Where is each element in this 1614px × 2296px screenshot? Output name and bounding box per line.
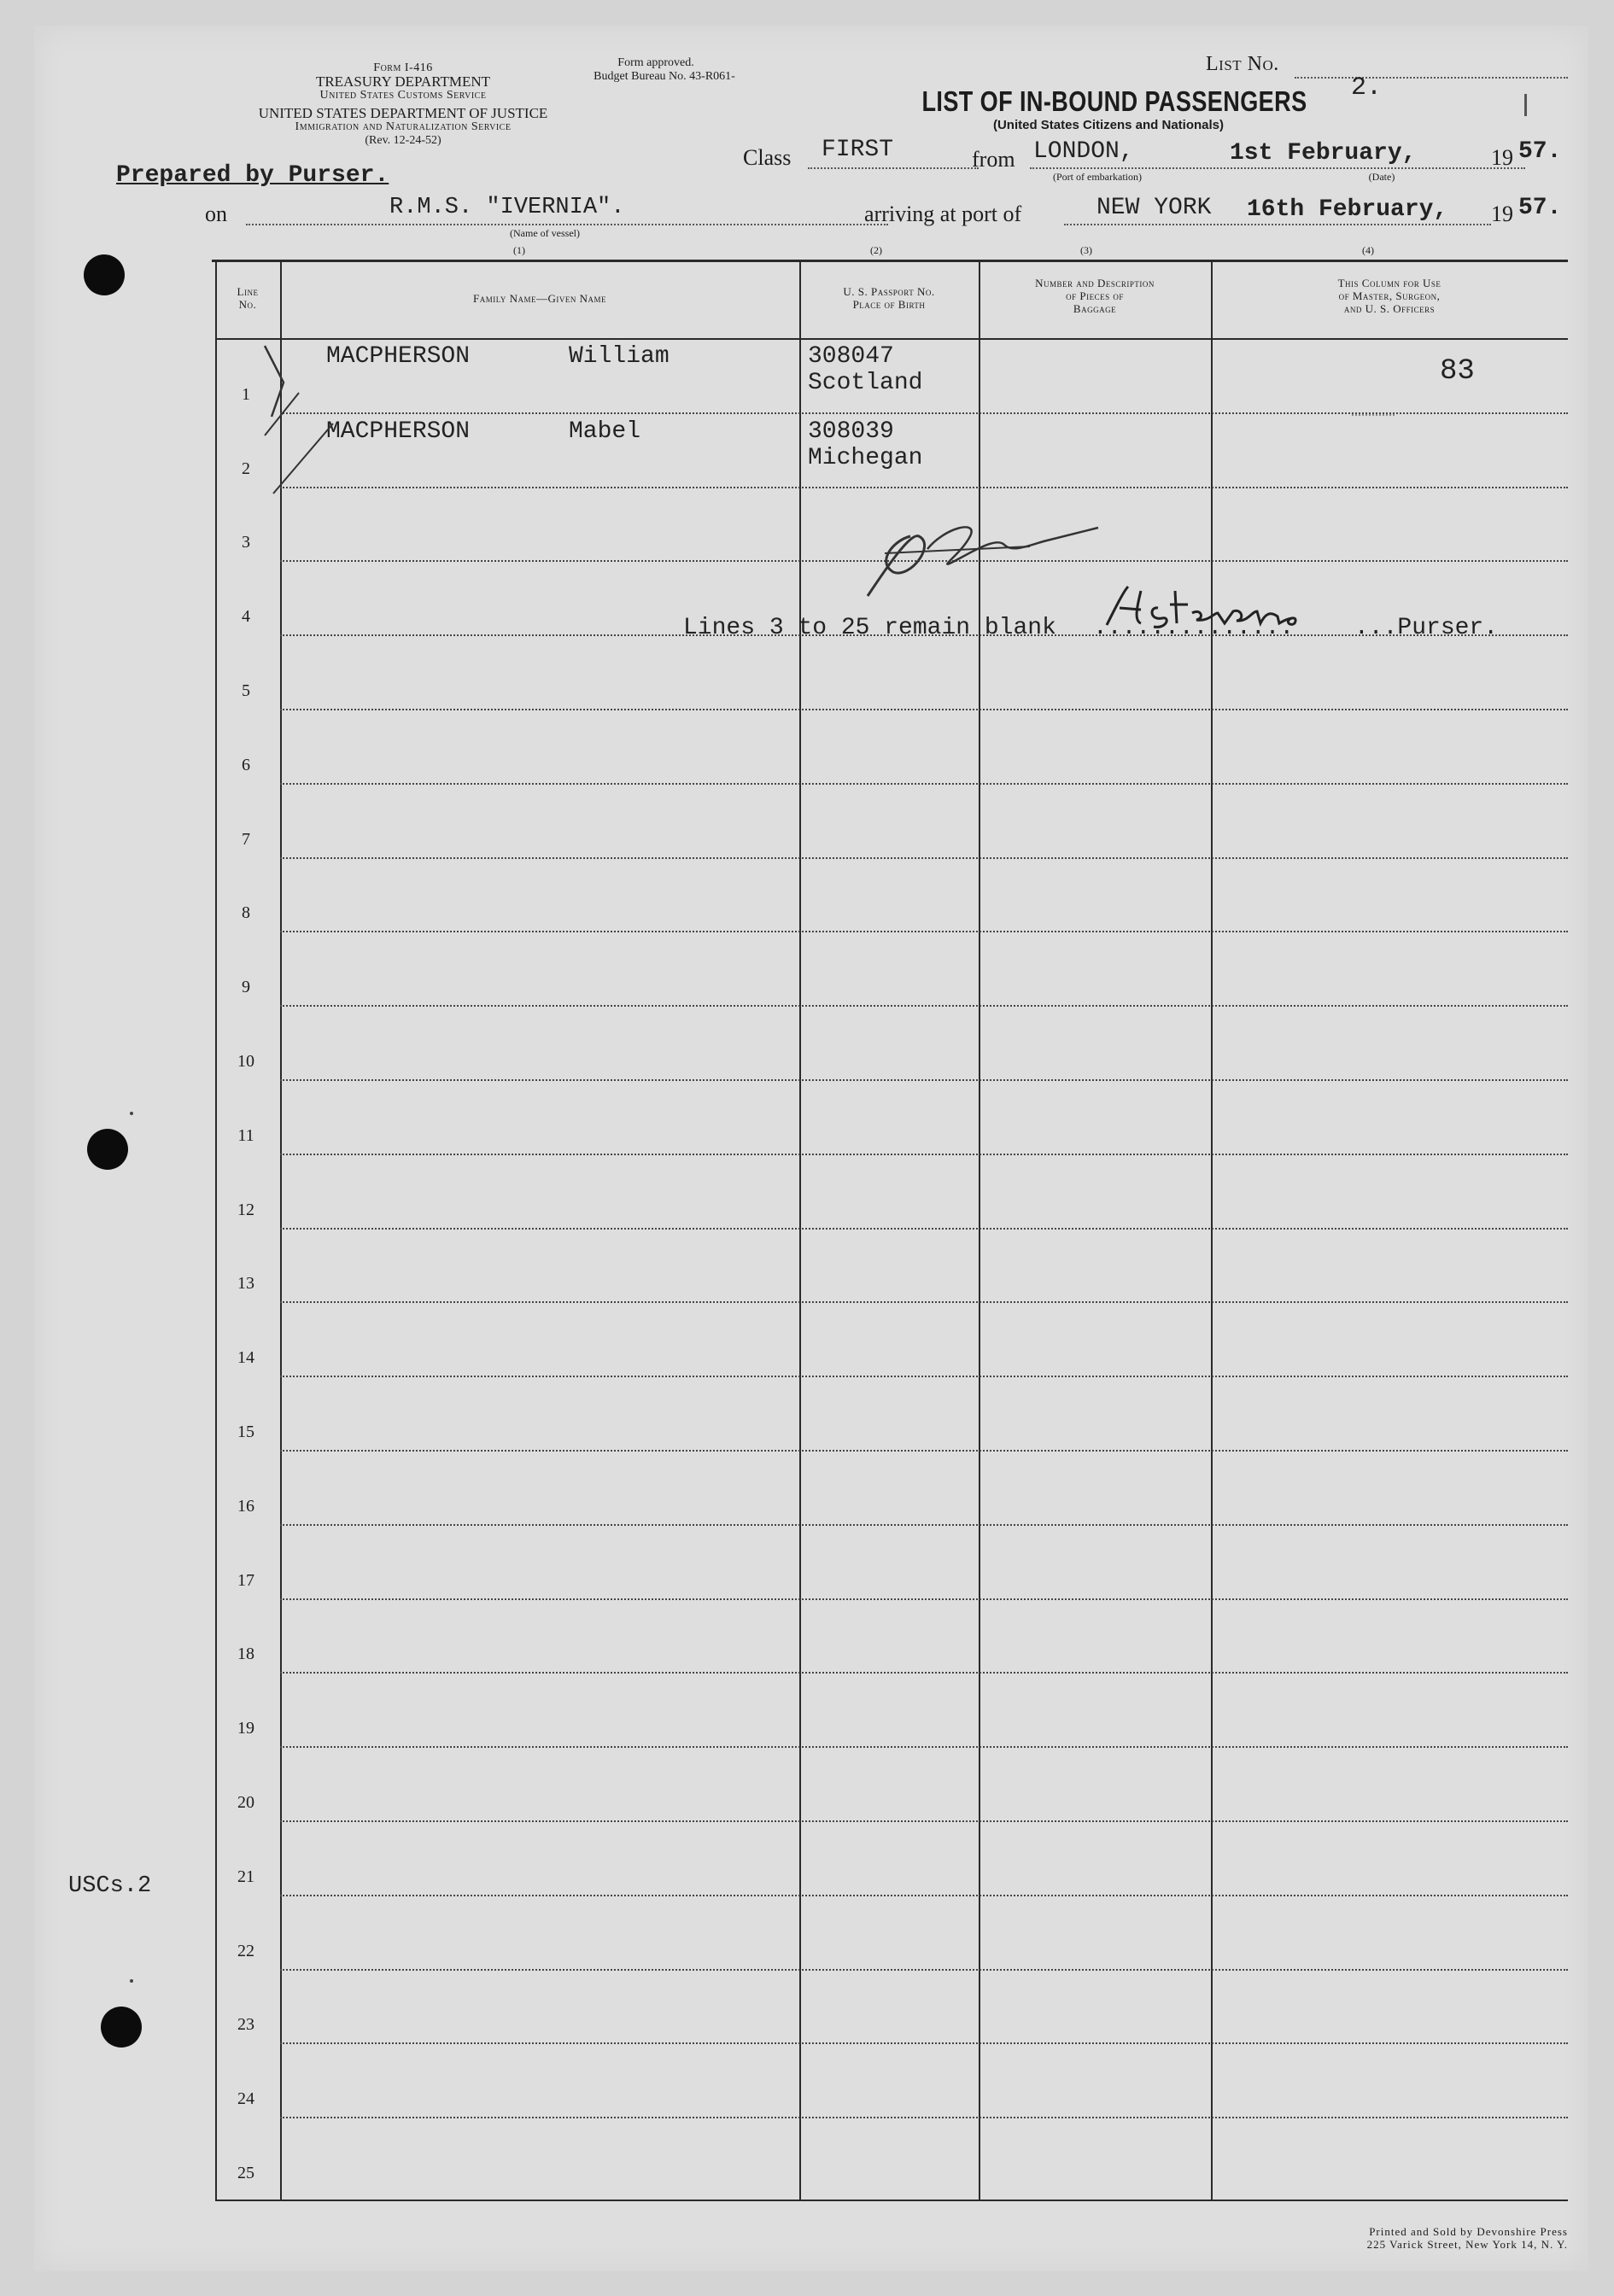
table-bottom-border xyxy=(215,2200,1568,2201)
row-divider xyxy=(280,1895,1568,1896)
prepared-by: Prepared by Purser. xyxy=(116,162,389,189)
speck xyxy=(130,1112,133,1115)
blank-dots: .............. xyxy=(1093,615,1295,641)
row-divider xyxy=(280,931,1568,932)
header-officers-2: of Master, Surgeon, xyxy=(1338,289,1441,302)
row-divider xyxy=(280,1598,1568,1600)
blank-lines-note: Lines 3 to 25 remain blank xyxy=(683,615,1056,641)
header-line-no xyxy=(215,285,280,311)
column-caption-4: (4) xyxy=(1362,244,1374,256)
row-divider xyxy=(280,1746,1568,1748)
line-number: 11 xyxy=(237,1126,254,1145)
arrival-day: 16th xyxy=(1247,196,1305,223)
budget-bureau: Budget Bureau No. 43-R061- xyxy=(594,70,735,83)
mark xyxy=(1524,94,1527,116)
row-divider xyxy=(280,1376,1568,1377)
year-prefix: 19 xyxy=(1491,145,1513,170)
margin-note: USCs.2 xyxy=(68,1873,152,1899)
punch-hole xyxy=(87,1129,128,1170)
row1-given-name: William xyxy=(569,343,670,370)
arrival-year-prefix: 19 xyxy=(1491,202,1513,226)
row-divider xyxy=(280,1672,1568,1674)
row-divider xyxy=(280,1524,1568,1526)
line-number: 23 xyxy=(237,2015,254,2034)
row-divider xyxy=(280,1228,1568,1230)
line-number: 1 xyxy=(242,385,250,404)
line-number: 10 xyxy=(237,1052,254,1071)
vessel-line xyxy=(246,224,888,225)
row-divider xyxy=(280,783,1568,785)
list-no-value: 2. xyxy=(1351,73,1383,102)
header-baggage-3: Baggage xyxy=(1073,302,1117,315)
row-divider xyxy=(280,1005,1568,1007)
header-officers xyxy=(1211,277,1568,315)
column-caption-1: (1) xyxy=(513,244,525,256)
column-caption-3: (3) xyxy=(1080,244,1092,256)
row-divider xyxy=(280,2117,1568,2118)
on-label: on xyxy=(205,202,227,226)
line-number: 24 xyxy=(237,2089,254,2108)
row1-officer-note: 83 xyxy=(1440,355,1475,388)
row-divider xyxy=(280,487,1568,488)
document-subtitle: (United States Citizens and Nationals) xyxy=(992,118,1225,132)
line-number: 5 xyxy=(242,681,250,700)
form-approved: Form approved. xyxy=(617,56,694,69)
header-passport-2: Place of Birth xyxy=(852,298,926,311)
header-passport-1: U. S. Passport No. xyxy=(843,285,935,298)
row-divider xyxy=(280,1301,1568,1303)
printer-imprint xyxy=(1367,2225,1568,2251)
vessel-caption: (Name of vessel) xyxy=(510,227,580,239)
speck xyxy=(130,1979,133,1983)
date-value: 1st February, xyxy=(1230,140,1417,167)
arrival-year: 57. xyxy=(1518,195,1562,221)
punch-hole xyxy=(101,2007,142,2048)
vessel-name: R.M.S. "IVERNIA". xyxy=(389,195,625,220)
header-bottom-border xyxy=(215,338,1568,340)
row2-given-name: Mabel xyxy=(569,418,641,445)
row2-passport: 308039 xyxy=(808,418,894,445)
from-line xyxy=(1030,167,1525,169)
line-number: 9 xyxy=(242,978,250,996)
document-title: LIST OF IN-BOUND PASSENGERS xyxy=(921,85,1307,117)
customs-service: United States Customs Service xyxy=(319,89,487,102)
faint-mark xyxy=(1352,414,1395,416)
line-number: 2 xyxy=(242,459,250,478)
row1-passport: 308047 xyxy=(808,343,894,370)
row1-family-name: MACPHERSON xyxy=(326,343,471,370)
printer-name: Printed and Sold by Devonshire Press xyxy=(1369,2225,1568,2238)
purser-label: ...Purser. xyxy=(1354,615,1499,641)
line-number: 7 xyxy=(242,830,250,849)
header-officers-1: This Column for Use xyxy=(1337,277,1441,289)
header-name: Family Name—Given Name xyxy=(473,292,606,305)
arrival-line xyxy=(1064,224,1491,225)
row-divider xyxy=(280,1154,1568,1155)
header-officers-3: and U. S. Officers xyxy=(1343,302,1436,315)
list-no-label: List No. xyxy=(1206,53,1279,75)
from-label: from xyxy=(972,147,1015,172)
header-passport xyxy=(799,285,979,311)
line-number: 14 xyxy=(237,1348,254,1367)
line-number: 16 xyxy=(237,1497,254,1516)
line-number: 6 xyxy=(242,756,250,774)
column-caption-2: (2) xyxy=(870,244,882,256)
line-no-divider xyxy=(280,260,282,2200)
list-no-line xyxy=(1295,77,1568,79)
header-baggage xyxy=(979,277,1211,315)
row-divider xyxy=(280,2042,1568,2044)
line-number: 18 xyxy=(237,1645,254,1663)
row-divider xyxy=(280,1969,1568,1971)
row-divider xyxy=(280,857,1568,859)
line-number: 20 xyxy=(237,1793,254,1812)
revision-date: (Rev. 12-24-52) xyxy=(365,134,442,147)
immigration-service: Immigration and Naturalization Service xyxy=(295,120,512,133)
arrival-port: NEW YORK xyxy=(1096,195,1212,221)
line-number: 4 xyxy=(242,607,250,626)
from-value: LONDON, xyxy=(1033,138,1134,165)
line-number: 17 xyxy=(237,1571,254,1590)
class-label: Class xyxy=(743,145,792,170)
purser-signature xyxy=(1090,582,1346,642)
line-number: 3 xyxy=(242,533,250,552)
line-number: 25 xyxy=(237,2164,254,2182)
line-number: 15 xyxy=(237,1423,254,1441)
form-number: Form I-416 xyxy=(373,61,433,74)
row-divider xyxy=(280,1079,1568,1081)
line-number: 12 xyxy=(237,1201,254,1219)
arrival-month: February, xyxy=(1319,196,1448,223)
row-divider xyxy=(280,1820,1568,1822)
row2-birthplace: Michegan xyxy=(808,445,923,471)
header-baggage-2: of Pieces of xyxy=(1066,289,1124,302)
document-page xyxy=(34,26,1588,2271)
printer-address: 225 Varick Street, New York 14, N. Y. xyxy=(1366,2238,1568,2251)
treasury-department: TREASURY DEPARTMENT xyxy=(315,73,491,90)
row-divider xyxy=(280,709,1568,710)
port-embarkation-caption: (Port of embarkation) xyxy=(1053,171,1142,183)
row-divider xyxy=(280,1450,1568,1452)
line-number: 22 xyxy=(237,1942,254,1960)
table-left-border xyxy=(215,260,217,2200)
date-caption: (Date) xyxy=(1368,171,1395,183)
line-number: 19 xyxy=(237,1719,254,1738)
line-number: 13 xyxy=(237,1274,254,1293)
class-line xyxy=(808,167,979,169)
header-line-no-2: No. xyxy=(238,298,257,311)
name-divider xyxy=(799,260,801,2200)
department-of-justice: UNITED STATES DEPARTMENT OF JUSTICE xyxy=(258,105,548,121)
row2-family-name: MACPHERSON xyxy=(326,418,471,445)
line-number: 21 xyxy=(237,1867,254,1886)
punch-hole xyxy=(84,254,125,295)
year-value: 57. xyxy=(1518,138,1562,165)
header-baggage-1: Number and Description xyxy=(1035,277,1155,289)
table-top-border xyxy=(212,260,1568,262)
row1-birthplace: Scotland xyxy=(808,370,923,396)
check-marks xyxy=(248,342,376,504)
line-number: 8 xyxy=(242,903,250,922)
class-value: FIRST xyxy=(822,137,894,163)
arriving-label: arriving at port of xyxy=(864,202,1022,226)
header-line-no-1: Line xyxy=(237,285,259,298)
